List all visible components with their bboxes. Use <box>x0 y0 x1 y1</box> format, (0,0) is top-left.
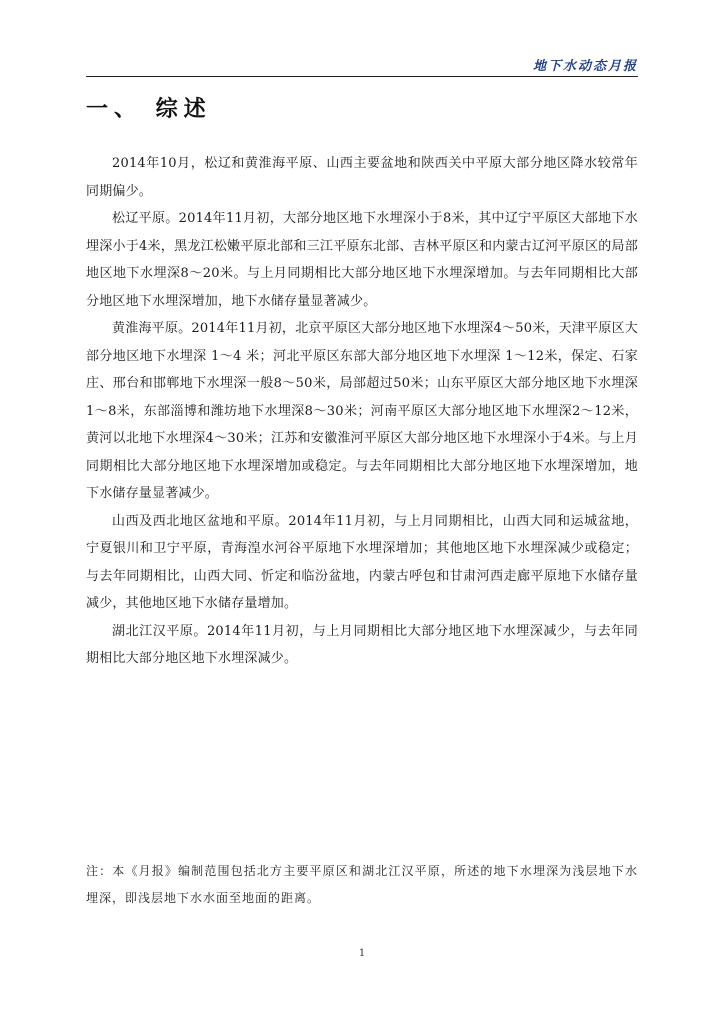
page-header <box>86 52 638 77</box>
paragraph-jianghan-plain: 湖北江汉平原。2014年11月初，与上月同期相比大部分地区地下水埋深减少，与去年同期相比大部分地区地下水埋深减少。 <box>86 623 638 666</box>
paragraph-huanghuaihai-plain: 黄淮海平原。2014年11月初，北京平原区大部分地区地下水埋深4～50米，天津平原区大部分地区地下水埋深 1～4 米；河北平原区东部大部分地区地下水埋深 1～12米，保定、石家庄、邢台和邯郸地下水埋深一般8～50米，局部超过50米；山东平原区大部分地区地下水埋深1～8米，东部淄博和潍坊地下水埋深8～30米；河南平原区大部分地区地下水埋深2～12米，黄河以北地下水埋深4～30米；江苏和安徽淮河平原区大部分地区地下水埋深小于4米。与上月同期相比大部分地区地下水埋深增加或稳定。与去年同期相比大部分地区地下水埋深增加，地下水储存量显著减少。 <box>86 321 638 501</box>
footnote: 注：本《月报》编制范围包括北方主要平原区和湖北江汉平原，所述的地下水埋深为浅层地下水埋深，即浅层地下水水面至地面的距离。 <box>86 864 638 905</box>
paragraph-songliao-plain: 松辽平原。2014年11月初，大部分地区地下水埋深小于8米，其中辽宁平原区大部地下水埋深小于4米，黑龙江松嫩平原北部和三江平原东北部、吉林平原区和内蒙古辽河平原区的局部地区地下水埋深8～20米。与上月同期相比大部分地区地下水埋深增加。与去年同期相比大部分地区地下水埋深增加，地下水储存量显著减少。 <box>86 211 638 309</box>
body-text <box>86 150 638 673</box>
paragraph-shanxi-northwest: 山西及西北地区盆地和平原。2014年11月初，与上月同期相比，山西大同和运城盆地，宁夏银川和卫宁平原，青海湟水河谷平原地下水埋深增加；其他地区地下水埋深减少或稳定；与去年同期相比，山西大同、忻定和临汾盆地，内蒙古呼包和甘肃河西走廊平原地下水储存量减少，其他地区地下水储存量增加。 <box>86 513 638 611</box>
section-title: 一、 综述 <box>86 97 212 122</box>
report-title: 地下水动态月报 <box>532 59 638 74</box>
paragraph-overview: 2014年10月，松辽和黄淮海平原、山西主要盆地和陕西关中平原大部分地区降水较常年同期偏少。 <box>86 156 638 199</box>
page-number: 1 <box>358 948 366 959</box>
